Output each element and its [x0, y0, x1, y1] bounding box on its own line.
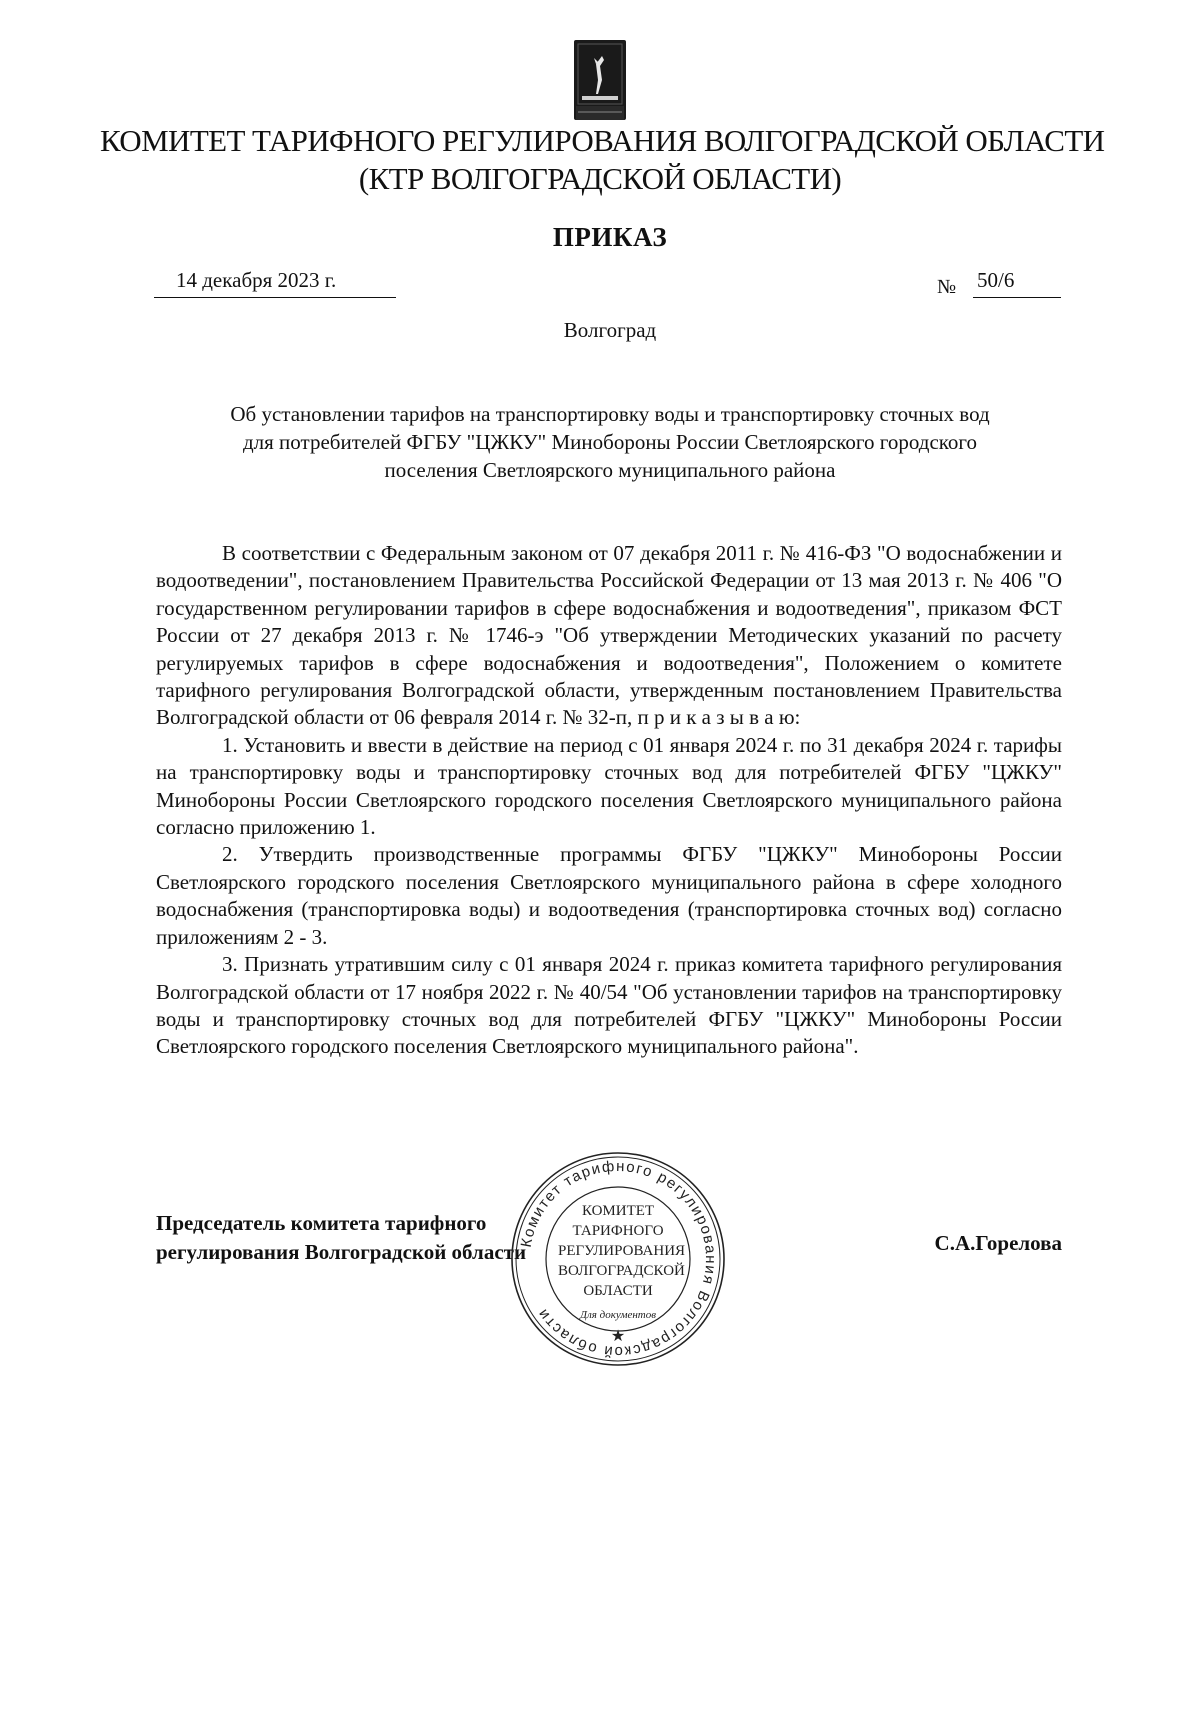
number-underline: [973, 297, 1061, 298]
stamp-line: ВОЛГОГРАДСКОЙ: [558, 1263, 685, 1279]
coat-of-arms-icon: [568, 36, 632, 122]
order-item-1: 1. Установить и ввести в действие на период с 01 января 2024 г. по 31 декабря 2024 г. тарифы на транспортировку воды и транспортировку сточных вод для потребителей ФГБУ "ЦЖКУ" Минобороны России Светлоярского городского поселения Светлоярского муниципального района согласно приложению 1.: [156, 732, 1062, 840]
order-item-2: 2. Утвердить производственные программы ФГБУ "ЦЖКУ" Минобороны России Светлоярского городского поселения Светлоярского муниципального района в сфере холодного водоснабжения (транспортировка воды) и водоотведения (транспортировка сточных вод) согласно приложениям 2 - 3.: [156, 842, 1062, 949]
organization-short-name: (КТР ВОЛГОГРАДСКОЙ ОБЛАСТИ): [358, 161, 842, 196]
document-type: ПРИКАЗ: [552, 222, 668, 252]
official-stamp: [506, 1147, 730, 1371]
stamp-line: КОМИТЕТ: [581, 1203, 655, 1219]
stamp-line: ТАРИФНОГО: [572, 1223, 664, 1239]
date-underline: [154, 297, 396, 298]
document-subject: [100, 400, 1120, 484]
subject-line: для потребителей ФГБУ "ЦЖКУ" Минобороны России Светлоярского городского: [242, 430, 977, 454]
number-value: 50/6: [977, 268, 1015, 292]
number-sign: №: [937, 276, 957, 298]
order-item-3: 3. Признать утратившим силу с 01 января 2024 г. приказ комитета тарифного регулирования Волгоградской области от 17 ноября 2022 г. № 40/54 "Об установлении тарифов на транспортировку воды и транспортировку сточных вод для потребителей ФГБУ "ЦЖКУ" Минобороны России Светлоярского городского поселения Светлоярского муниципального района".: [156, 952, 1062, 1059]
organization-name: КОМИТЕТ ТАРИФНОГО РЕГУЛИРОВАНИЯ ВОЛГОГРАДСКОЙ ОБЛАСТИ: [100, 123, 1105, 158]
organization-header: [100, 122, 1105, 198]
signatory-position: [156, 1209, 526, 1267]
stamp-line: РЕГУЛИРОВАНИЯ: [558, 1243, 686, 1259]
document-body: [156, 540, 1062, 1061]
stamp-line: ОБЛАСТИ: [583, 1283, 653, 1299]
signatory-position-line: Председатель комитета тарифного: [156, 1211, 487, 1235]
document-number: [937, 264, 1061, 298]
preamble-paragraph: В соответствии с Федеральным законом от 07 декабря 2011 г. № 416-ФЗ "О водоснабжении и водоотведении", постановлением Правительства Российской Федерации от 13 мая 2013 г. № 406 "О государственном регулировании тарифов в сфере водоснабжения и водоотведения", приказом ФСТ России от 27 декабря 2013 г. № 1746-э "Об утверждении Методических указаний по расчету регулируемых тарифов в сфере водоснабжения и водоотведения", Положением о комитете тарифного регулирования Волгоградской области, утвержденным постановлением Правительства Волгоградской области от 06 февраля 2014 г. № 32-п, п р и к а з ы в а ю:: [156, 541, 1062, 730]
document-city: Волгоград: [563, 318, 657, 342]
signatory-position-line: регулирования Волгоградской области: [156, 1240, 527, 1264]
svg-text:★: ★: [610, 1328, 626, 1345]
signatory-name: С.А.Горелова: [934, 1231, 1062, 1255]
subject-line: Об установлении тарифов на транспортировку воды и транспортировку сточных вод: [230, 402, 990, 426]
document-date: [154, 264, 396, 298]
stamp-outer-text: Комитет тарифного регулирования Волгоградской области: [517, 1157, 720, 1361]
document-date-text: 14 декабря 2023 г.: [176, 268, 337, 292]
stamp-bottom-text: Для документов: [579, 1309, 657, 1321]
subject-line: поселения Светлоярского муниципального района: [384, 458, 836, 482]
stamp-seal-icon: [506, 1147, 730, 1371]
